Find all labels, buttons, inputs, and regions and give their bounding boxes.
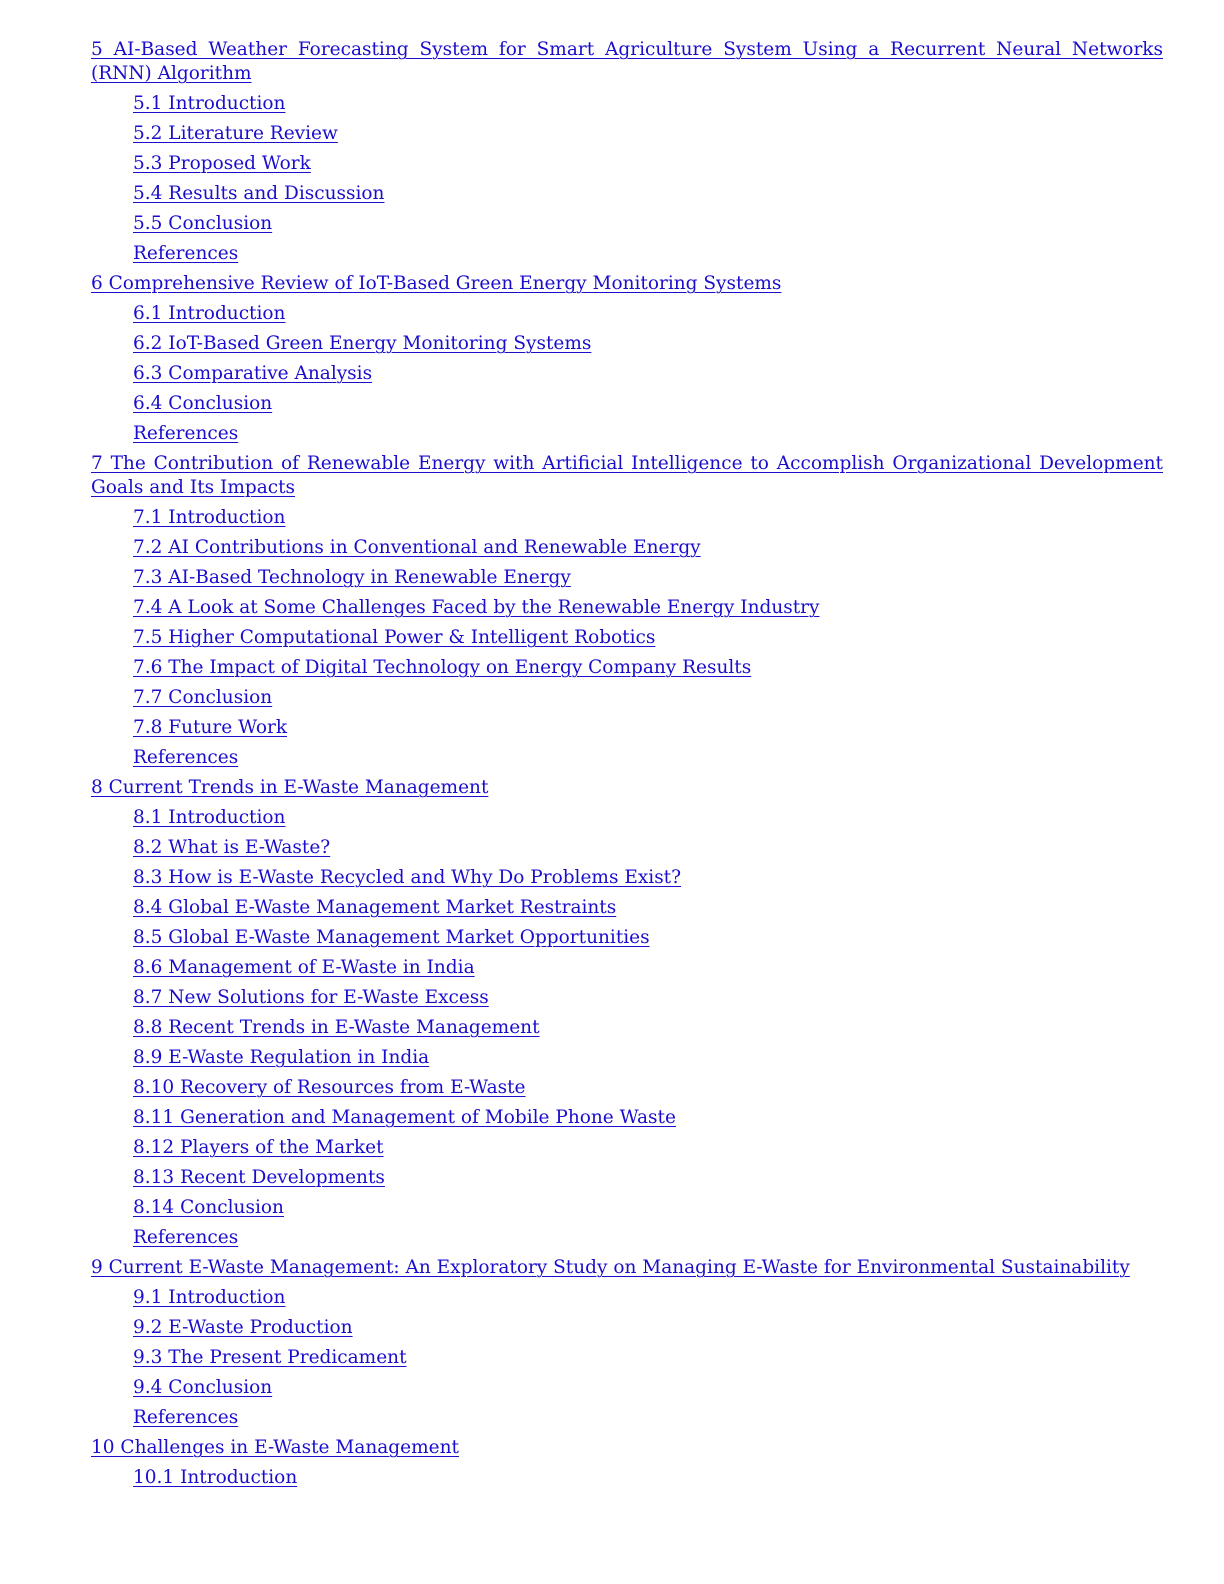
toc-section-link[interactable]: 7.3 AI-Based Technology in Renewable Energy <box>133 567 571 588</box>
toc-section-entry <box>91 866 1163 890</box>
toc-section-entry <box>91 506 1163 530</box>
toc-section-entry <box>91 392 1163 416</box>
toc-chapter-link[interactable]: 7 The Contribution of Renewable Energy with Artificial Intelligence to Accomplish Organizational Development Goals and Its Impacts <box>91 453 1163 498</box>
toc-section-entry <box>91 1346 1163 1370</box>
toc-section-entry <box>91 686 1163 710</box>
table-of-contents <box>91 38 1163 1490</box>
toc-section-link[interactable]: 6.1 Introduction <box>133 303 286 324</box>
toc-section-link[interactable]: 8.2 What is E-Waste? <box>133 837 331 858</box>
toc-chapter-link[interactable]: 10 Challenges in E-Waste Management <box>91 1437 459 1458</box>
toc-section-link[interactable]: 9.1 Introduction <box>133 1287 286 1308</box>
toc-section-entry <box>91 626 1163 650</box>
toc-section-entry <box>91 212 1163 236</box>
toc-section-link[interactable]: 8.7 New Solutions for E-Waste Excess <box>133 987 489 1008</box>
toc-references-link[interactable]: References <box>133 1407 239 1428</box>
toc-section-entry <box>91 1316 1163 1340</box>
toc-section-link[interactable]: 10.1 Introduction <box>133 1467 298 1488</box>
toc-chapter-entry <box>91 1256 1163 1280</box>
toc-section-link[interactable]: 5.2 Literature Review <box>133 123 338 144</box>
toc-section-link[interactable]: 6.4 Conclusion <box>133 393 273 414</box>
toc-section-link[interactable]: 6.3 Comparative Analysis <box>133 363 373 384</box>
toc-section-entry <box>91 566 1163 590</box>
toc-section-entry <box>91 362 1163 386</box>
toc-references-link[interactable]: References <box>133 423 239 444</box>
toc-section-link[interactable]: 9.3 The Present Predicament <box>133 1347 407 1368</box>
toc-section-entry <box>91 1286 1163 1310</box>
toc-section-link[interactable]: 8.14 Conclusion <box>133 1197 284 1218</box>
toc-section-entry <box>91 1166 1163 1190</box>
toc-section-link[interactable]: 7.4 A Look at Some Challenges Faced by the Renewable Energy Industry <box>133 597 820 618</box>
toc-section-link[interactable]: 9.2 E-Waste Production <box>133 1317 353 1338</box>
toc-section-link[interactable]: 8.1 Introduction <box>133 807 286 828</box>
toc-section-entry <box>91 986 1163 1010</box>
toc-section-link[interactable]: 5.4 Results and Discussion <box>133 183 385 204</box>
toc-section-link[interactable]: 8.10 Recovery of Resources from E-Waste <box>133 1077 526 1098</box>
toc-chapter-entry <box>91 452 1163 500</box>
toc-section-entry <box>91 836 1163 860</box>
toc-section-link[interactable]: 9.4 Conclusion <box>133 1377 273 1398</box>
toc-section-link[interactable]: 7.2 AI Contributions in Conventional and Renewable Energy <box>133 537 701 558</box>
toc-section-entry <box>91 926 1163 950</box>
toc-section-link[interactable]: 8.9 E-Waste Regulation in India <box>133 1047 430 1068</box>
toc-chapter-entry <box>91 1436 1163 1460</box>
toc-section-entry <box>91 1376 1163 1400</box>
toc-section-entry <box>91 1136 1163 1160</box>
toc-section-link[interactable]: 8.3 How is E-Waste Recycled and Why Do Problems Exist? <box>133 867 682 888</box>
toc-section-entry <box>91 1466 1163 1490</box>
toc-section-entry <box>91 242 1163 266</box>
toc-references-link[interactable]: References <box>133 243 239 264</box>
toc-section-link[interactable]: 5.5 Conclusion <box>133 213 273 234</box>
toc-section-entry <box>91 92 1163 116</box>
toc-section-link[interactable]: 5.3 Proposed Work <box>133 153 311 174</box>
toc-section-link[interactable]: 8.8 Recent Trends in E-Waste Management <box>133 1017 540 1038</box>
toc-section-entry <box>91 956 1163 980</box>
toc-section-entry <box>91 596 1163 620</box>
toc-chapter-link[interactable]: 9 Current E-Waste Management: An Exploratory Study on Managing E-Waste for Environmental Sustainability <box>91 1257 1130 1278</box>
toc-references-link[interactable]: References <box>133 747 239 768</box>
toc-chapter-link[interactable]: 6 Comprehensive Review of IoT-Based Green Energy Monitoring Systems <box>91 273 782 294</box>
toc-chapter-entry <box>91 38 1163 86</box>
toc-chapter-entry <box>91 272 1163 296</box>
toc-section-entry <box>91 1046 1163 1070</box>
toc-section-link[interactable]: 8.5 Global E-Waste Management Market Opportunities <box>133 927 650 948</box>
toc-section-link[interactable]: 6.2 IoT-Based Green Energy Monitoring Systems <box>133 333 592 354</box>
toc-section-link[interactable]: 8.12 Players of the Market <box>133 1137 384 1158</box>
toc-section-entry <box>91 896 1163 920</box>
toc-section-entry <box>91 1106 1163 1130</box>
toc-references-link[interactable]: References <box>133 1227 239 1248</box>
toc-section-link[interactable]: 8.13 Recent Developments <box>133 1167 385 1188</box>
toc-section-link[interactable]: 7.5 Higher Computational Power & Intelligent Robotics <box>133 627 656 648</box>
toc-section-entry <box>91 1406 1163 1430</box>
toc-chapter-link[interactable]: 5 AI-Based Weather Forecasting System for Smart Agriculture System Using a Recurrent Neural Networks (RNN) Algorithm <box>91 39 1163 84</box>
toc-section-entry <box>91 122 1163 146</box>
toc-section-entry <box>91 1226 1163 1250</box>
toc-section-link[interactable]: 7.6 The Impact of Digital Technology on Energy Company Results <box>133 657 752 678</box>
toc-section-link[interactable]: 8.4 Global E-Waste Management Market Restraints <box>133 897 617 918</box>
toc-section-entry <box>91 1196 1163 1220</box>
toc-section-entry <box>91 806 1163 830</box>
toc-section-entry <box>91 656 1163 680</box>
toc-chapter-entry <box>91 776 1163 800</box>
toc-section-entry <box>91 1076 1163 1100</box>
toc-section-link[interactable]: 8.11 Generation and Management of Mobile Phone Waste <box>133 1107 676 1128</box>
toc-section-entry <box>91 152 1163 176</box>
toc-section-entry <box>91 332 1163 356</box>
toc-section-link[interactable]: 7.8 Future Work <box>133 717 288 738</box>
toc-section-entry <box>91 1016 1163 1040</box>
toc-section-link[interactable]: 8.6 Management of E-Waste in India <box>133 957 475 978</box>
toc-section-entry <box>91 536 1163 560</box>
toc-section-entry <box>91 182 1163 206</box>
toc-section-entry <box>91 746 1163 770</box>
toc-section-entry <box>91 302 1163 326</box>
toc-section-entry <box>91 422 1163 446</box>
toc-section-link[interactable]: 7.7 Conclusion <box>133 687 273 708</box>
toc-section-link[interactable]: 7.1 Introduction <box>133 507 286 528</box>
toc-section-entry <box>91 716 1163 740</box>
toc-section-link[interactable]: 5.1 Introduction <box>133 93 286 114</box>
toc-chapter-link[interactable]: 8 Current Trends in E-Waste Management <box>91 777 489 798</box>
